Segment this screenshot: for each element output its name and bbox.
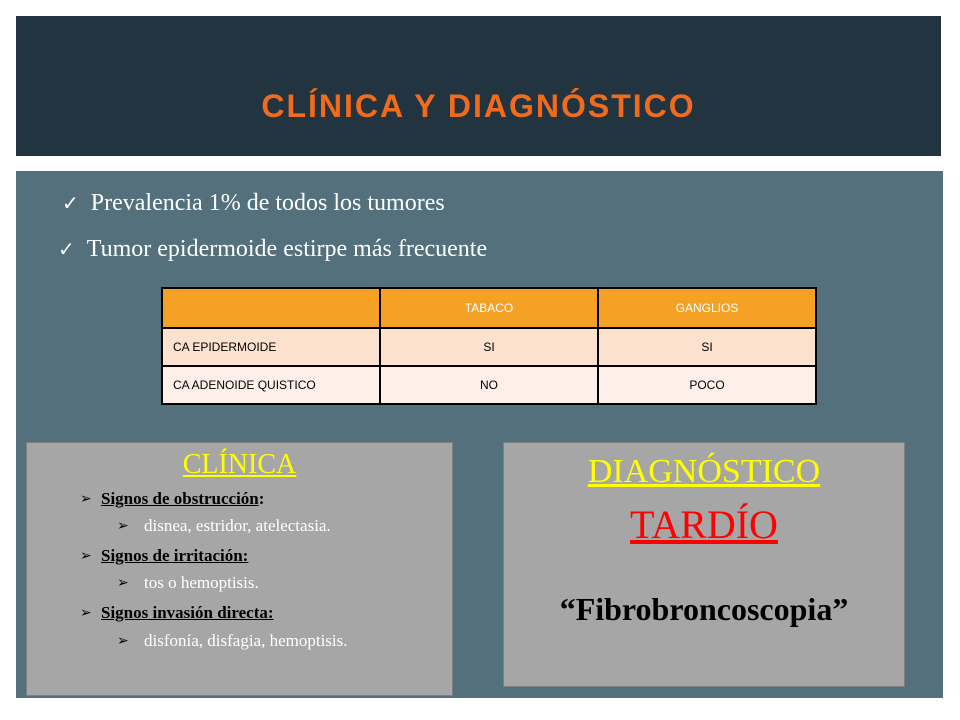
table-header-row — [162, 288, 816, 328]
table-cell: CA EPIDERMOIDE — [162, 328, 380, 366]
sign-label: Signos invasión directa: — [101, 603, 274, 622]
arrow-bullet-icon: ➢ — [80, 492, 92, 507]
tumor-table — [161, 287, 817, 405]
arrow-bullet-icon: ➢ — [80, 606, 92, 621]
checkmark-icon: ✓ — [58, 237, 75, 261]
sign-text: Signos de obstrucción — [101, 489, 259, 508]
clinica-heading: CLÍNICA — [182, 449, 297, 480]
sign-detail: tos o hemoptisis. — [144, 573, 259, 592]
bullet-item — [58, 236, 487, 263]
table-cell: CA ADENOIDE QUISTICO — [162, 366, 380, 404]
sign-detail: disnea, estridor, atelectasia. — [144, 516, 331, 535]
bullet-text: Tumor epidermoide estirpe más frecuente — [86, 236, 488, 262]
bullet-item — [62, 190, 445, 217]
table-cell: POCO — [598, 366, 816, 404]
arrow-bullet-icon: ➢ — [80, 549, 92, 564]
diagnostico-heading: DIAGNÓSTICO — [587, 453, 821, 490]
table-header-cell: TABACO — [380, 288, 598, 328]
arrow-bullet-icon: ➢ — [117, 519, 129, 534]
table-header-cell: GANGLIOS — [598, 288, 816, 328]
clinica-box — [26, 442, 453, 696]
sign-suffix: : — [258, 489, 265, 508]
table-cell: SI — [380, 328, 598, 366]
bullet-text: Prevalencia 1% de todos los tumores — [90, 190, 445, 216]
table-cell: NO — [380, 366, 598, 404]
sign-label: Signos de irritación: — [101, 546, 249, 565]
sign-detail: disfonía, disfagia, hemoptisis. — [144, 631, 348, 650]
checkmark-icon: ✓ — [62, 191, 79, 215]
diagnostico-emphasis: TARDÍO — [630, 502, 778, 547]
diagnostico-box — [503, 442, 905, 687]
sign-label — [101, 489, 264, 509]
table-row — [162, 366, 816, 404]
table-row — [162, 328, 816, 366]
table-cell: SI — [598, 328, 816, 366]
arrow-bullet-icon: ➢ — [117, 576, 129, 591]
title-bar — [16, 16, 941, 156]
table-header-cell — [162, 288, 380, 328]
arrow-bullet-icon: ➢ — [117, 634, 129, 649]
diagnostic-method: “Fibrobroncoscopia” — [559, 591, 849, 627]
slide-title: CLÍNICA Y DIAGNÓSTICO — [261, 88, 696, 124]
